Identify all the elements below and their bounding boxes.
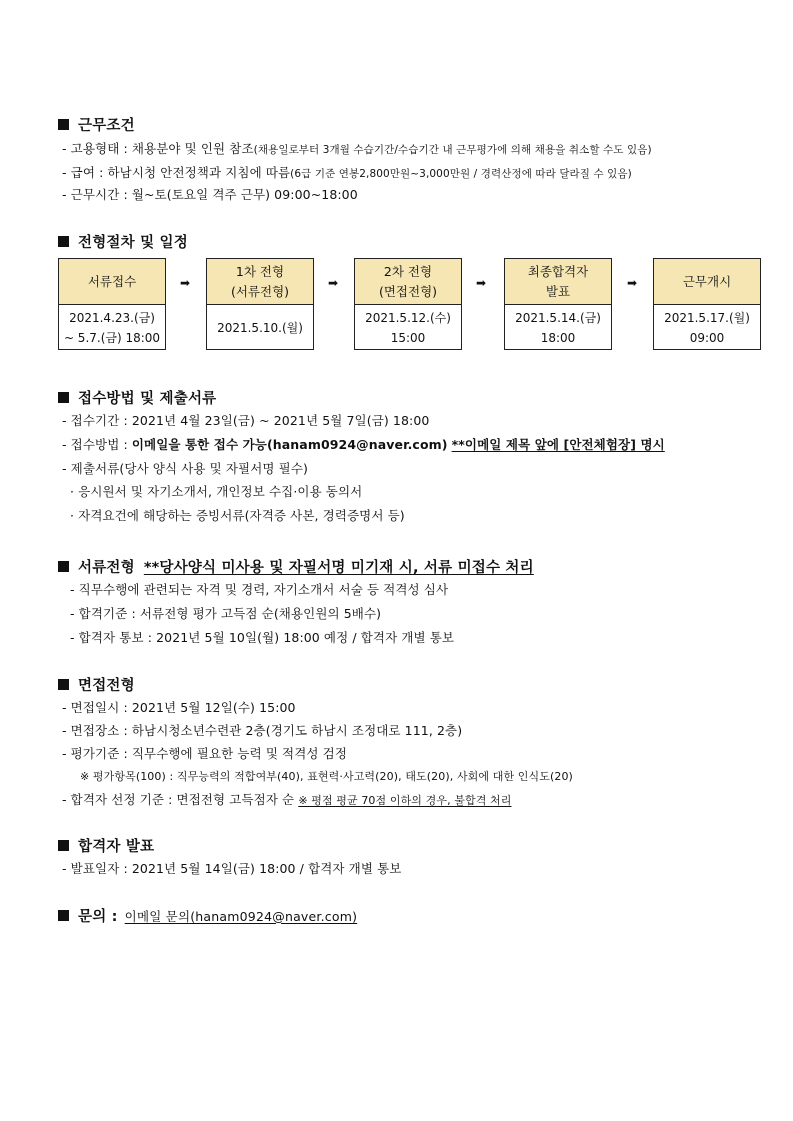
step-title: 근무개시 (682, 273, 732, 289)
step-header (654, 259, 760, 305)
application-method-label: - 접수방법 : (62, 437, 132, 452)
doc-item-certificates: · 자격요건에 해당하는 증빙서류(자격증 사본, 경력증명서 등) (70, 508, 405, 523)
doc-item-application-form: · 응시원서 및 자기소개서, 개인정보 수집·이용 동의서 (70, 484, 363, 499)
section-title-note: **당사양식 미사용 및 자필서명 미기재 시, 서류 미접수 처리 (143, 560, 534, 576)
step-header (355, 259, 461, 305)
square-bullet-icon (58, 561, 69, 572)
step-date (505, 305, 611, 351)
step-header (207, 259, 313, 305)
step-subtitle: 발표 (545, 283, 571, 299)
step-date-line1: 2021.5.17.(월) (664, 311, 750, 325)
square-bullet-icon (58, 910, 69, 921)
right-arrow-icon: ➡ (327, 276, 339, 290)
section-title: 합격자 발표 (78, 839, 155, 855)
step-date-line1: 2021.5.12.(수) (365, 311, 451, 325)
step-header (59, 259, 165, 305)
step-subtitle: (면접전형) (378, 283, 438, 299)
step-header (505, 259, 611, 305)
screening-criteria-line: - 직무수행에 관련되는 자격 및 경력, 자기소개서 서술 등 적격성 심사 (70, 582, 449, 597)
step-subtitle: (서류전형) (230, 283, 290, 299)
section-heading-interview (58, 674, 135, 695)
section-title: 근무조건 (78, 118, 135, 134)
pass-criteria-line: - 합격기준 : 서류전형 평가 고득점 순(채용인원의 5배수) (70, 606, 382, 621)
selection-flow-diagram (58, 258, 763, 352)
work-hours-line: - 근무시간 : 월~토(토요일 격주 근무) 09:00~18:00 (62, 187, 358, 202)
selection-criteria-text: - 합격자 선정 기준 : 면접전형 고득점자 순 (62, 792, 299, 807)
step-date-line2: ~ 5.7.(금) 18:00 (63, 331, 161, 345)
email-subject-note: **이메일 제목 앞에 [안전체험장] 명시 (451, 437, 665, 452)
step-date (355, 305, 461, 351)
interview-datetime-line: - 면접일시 : 2021년 5월 12일(수) 15:00 (62, 700, 296, 715)
step-title: 2차 전형 (383, 263, 433, 279)
square-bullet-icon (58, 119, 69, 130)
section-heading-inquiry (58, 905, 357, 926)
square-bullet-icon (58, 236, 69, 247)
salary-note: (6급 기준 연봉2,800만원~3,000만원 / 경력산정에 따라 달라질 수 있음) (290, 168, 632, 180)
section-title: 전형절차 및 일정 (78, 235, 188, 251)
section-title: 서류전형 (78, 560, 135, 576)
step-date-line2: 15:00 (390, 331, 426, 345)
step-date-line2: 18:00 (540, 331, 576, 345)
salary-text: - 급여 : 하남시청 안전정책과 지침에 따름 (62, 165, 291, 180)
right-arrow-icon: ➡ (626, 276, 638, 290)
square-bullet-icon (58, 392, 69, 403)
salary-line (62, 163, 632, 181)
step-document-submission (58, 258, 166, 350)
section-heading-document-screening (58, 556, 534, 577)
right-arrow-icon: ➡ (179, 276, 191, 290)
square-bullet-icon (58, 679, 69, 690)
evaluation-criteria-line: - 평가기준 : 직무수행에 필요한 능력 및 적격성 검정 (62, 746, 348, 761)
square-bullet-icon (58, 840, 69, 851)
selection-criteria-line (62, 790, 512, 808)
inquiry-email-link[interactable]: 이메일 문의(hanam0924@naver.com) (124, 908, 358, 924)
step-title: 서류접수 (87, 273, 137, 289)
interview-location-line: - 면접장소 : 하남시청소년수련관 2층(경기도 하남시 조정대로 111, 2층) (62, 723, 463, 738)
evaluation-items-line: ※ 평가항목(100) : 직무능력의 적합여부(40), 표현력·사고력(20), 태도(20), 사회에 대한 인식도(20) (80, 770, 573, 783)
step-date (207, 305, 313, 351)
application-period-line: - 접수기간 : 2021년 4월 23일(금) ~ 2021년 5월 7일(금) 18:00 (62, 413, 430, 428)
employment-type-line (62, 139, 652, 157)
step-work-start (653, 258, 761, 350)
step-final-announcement (504, 258, 612, 350)
step-date (59, 305, 165, 351)
step-date-line2: 09:00 (689, 331, 725, 345)
step-date-line1: 2021.5.14.(금) (515, 311, 601, 325)
pass-notice-line: - 합격자 통보 : 2021년 5월 10일(월) 18:00 예정 / 합격자 개별 통보 (70, 630, 455, 645)
employment-type-text: - 고용형태 : 채용분야 및 인원 참조 (62, 141, 254, 156)
step-title: 1차 전형 (235, 263, 285, 279)
step-date (654, 305, 760, 351)
step-second-screening (354, 258, 462, 350)
announcement-date-line: - 발표일자 : 2021년 5월 14일(금) 18:00 / 합격자 개별 통보 (62, 861, 402, 876)
step-first-screening (206, 258, 314, 350)
step-date-line1: 2021.5.10.(월) (217, 321, 303, 335)
section-heading-application (58, 387, 216, 408)
application-method-email: 이메일을 통한 접수 가능(hanam0924@naver.com) (131, 437, 448, 452)
section-title: 면접전형 (78, 678, 135, 694)
right-arrow-icon: ➡ (475, 276, 487, 290)
section-title: 접수방법 및 제출서류 (78, 391, 217, 407)
employment-type-note: (채용일로부터 3개월 수습기간/수습기간 내 근무평가에 의해 채용을 취소할 수도 있음) (253, 144, 652, 156)
section-heading-announcement (58, 835, 154, 856)
application-method-line (62, 435, 665, 453)
submission-docs-line: - 제출서류(당사 양식 사용 및 자필서명 필수) (62, 461, 308, 476)
section-heading-selection-schedule (58, 231, 188, 252)
section-title: 문의 : (78, 909, 118, 925)
section-heading-work-conditions (58, 114, 135, 135)
step-title: 최종합격자 (527, 263, 589, 279)
selection-criteria-note: ※ 평점 평균 70점 이하의 경우, 불합격 처리 (298, 794, 512, 807)
step-date-line1: 2021.4.23.(금) (69, 311, 155, 325)
